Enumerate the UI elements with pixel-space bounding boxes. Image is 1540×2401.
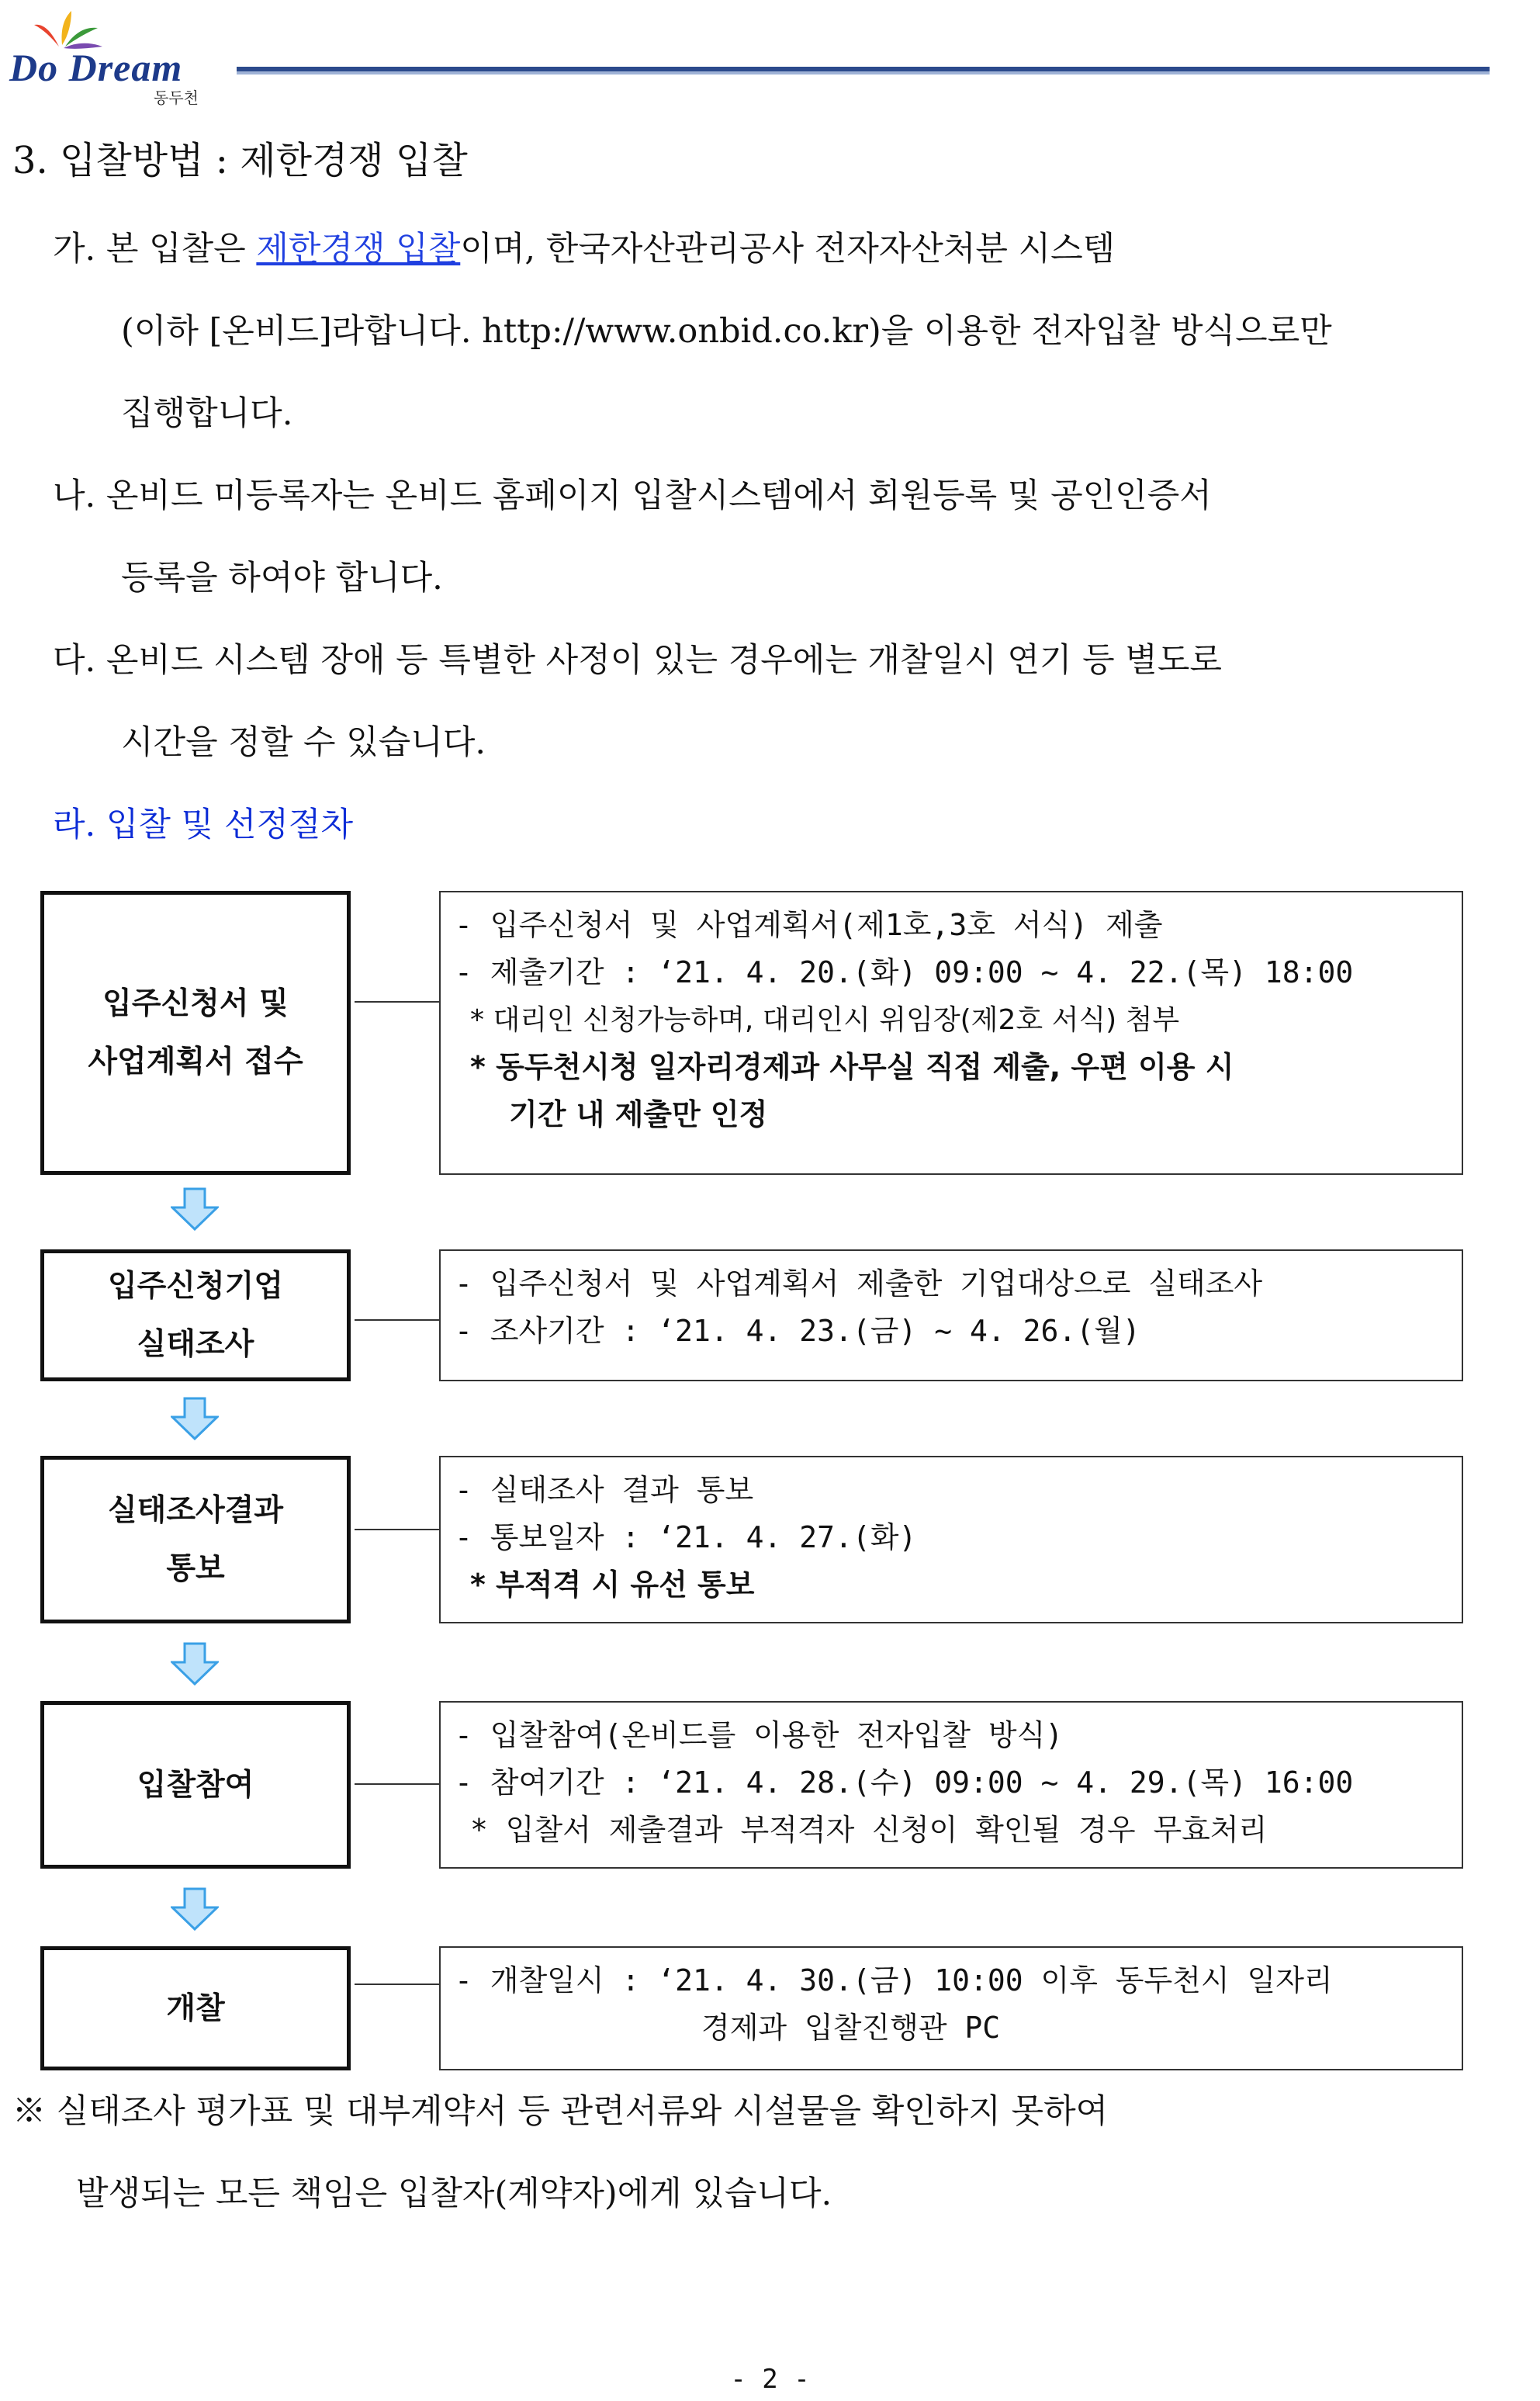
- flow-step-survey: [40, 1249, 351, 1381]
- detail-line: - 참여기간 : ‘21. 4. 28.(수) 09:00 ~ 4. 29.(목) 16:00: [455, 1765, 1354, 1800]
- logo-subtext: 동두천: [154, 88, 199, 107]
- notice-line1: ※ 실태조사 평가표 및 대부계약서 등 관련서류와 시설물을 확인하지 못하여: [12, 2092, 1109, 2131]
- detail-line: * 동두천시청 일자리경제과 사무실 직접 제출, 우편 이용 시: [470, 1050, 1234, 1084]
- detail-line: * 대리인 신청가능하며, 대리인시 위임장(제2호 서식) 첨부: [470, 1004, 1180, 1036]
- flow-connector: [355, 1984, 439, 1985]
- flow-step-label: 개찰: [166, 1990, 225, 2026]
- flow-step-bid: [40, 1701, 351, 1869]
- flow-step-label: 입찰참여: [137, 1767, 254, 1803]
- flow-detail-result-notice: [439, 1456, 1463, 1623]
- section-title: 3. 입찰방법 : 제한경쟁 입찰: [12, 139, 468, 182]
- item-da-line2: 시간을 정할 수 있습니다.: [121, 723, 486, 762]
- flow-step-label: 사업계획서 접수: [88, 1045, 303, 1079]
- flow-connector: [355, 1529, 439, 1530]
- down-arrow-icon: [171, 1642, 219, 1686]
- detail-line: - 입찰참여(온비드를 이용한 전자입찰 방식): [455, 1718, 1064, 1752]
- flow-connector: [355, 1783, 439, 1785]
- logo-wordmark: Do Dream: [9, 46, 183, 89]
- detail-line: - 입주신청서 및 사업계획서(제1호,3호 서식) 제출: [455, 908, 1163, 942]
- dodream-logo: [9, 8, 227, 107]
- detail-line: - 개찰일시 : ‘21. 4. 30.(금) 10:00 이후 동두천시 일자리: [455, 1963, 1333, 1997]
- detail-line: - 조사기간 : ‘21. 4. 23.(금) ~ 4. 26.(월): [455, 1314, 1140, 1348]
- flow-step-application: [40, 891, 351, 1175]
- flow-step-opening: [40, 1946, 351, 2070]
- flow-detail-survey: [439, 1249, 1463, 1381]
- flow-step-label: 실태조사: [137, 1327, 254, 1362]
- header-rule: [237, 67, 1490, 74]
- item-ga-line3: 집행합니다.: [121, 394, 293, 433]
- detail-line: - 실태조사 결과 통보: [455, 1473, 754, 1507]
- flow-step-label: 실태조사결과: [107, 1493, 284, 1528]
- flow-detail-opening: [439, 1946, 1463, 2070]
- item-ga-line1: [53, 208, 1115, 290]
- down-arrow-icon: [171, 1397, 219, 1440]
- item-na-line2: 등록을 하여야 합니다.: [121, 559, 443, 598]
- item-ga-line2: (이하 [온비드]라합니다. http://www.onbid.co.kr)을 이용한 전자입찰 방식으로만: [121, 312, 1332, 351]
- detail-line: 기간 내 제출만 인정: [509, 1097, 768, 1131]
- flow-detail-bid: [439, 1701, 1463, 1869]
- item-da-line1: 다. 온비드 시스템 장애 등 특별한 사정이 있는 경우에는 개찰일시 연기 등 별도로: [53, 641, 1222, 680]
- page-number: - 2 -: [730, 2364, 810, 2395]
- flow-detail-application: [439, 891, 1463, 1175]
- detail-line: 경제과 입찰진행관 PC: [701, 2011, 1001, 2045]
- detail-line: - 통보일자 : ‘21. 4. 27.(화): [455, 1520, 917, 1554]
- down-arrow-icon: [171, 1187, 219, 1231]
- flow-step-result-notice: [40, 1456, 351, 1623]
- down-arrow-icon: [171, 1887, 219, 1931]
- flow-connector: [355, 1319, 439, 1321]
- item-ga-suffix: 이며, 한국자산관리공사 전자자산처분 시스템: [460, 230, 1116, 269]
- flow-connector: [355, 1001, 439, 1003]
- detail-line: * 부적격 시 유선 통보: [470, 1568, 755, 1602]
- flow-step-label: 입주신청기업: [107, 1269, 284, 1304]
- flow-step-label: 통보: [166, 1551, 225, 1586]
- notice-line2: 발생되는 모든 책임은 입찰자(계약자)에게 있습니다.: [76, 2174, 832, 2213]
- detail-line: - 입주신청서 및 사업계획서 제출한 기업대상으로 실태조사: [455, 1266, 1263, 1301]
- item-ra-subheading: 라. 입찰 및 선정절차: [53, 806, 353, 844]
- item-na-line1: 나. 온비드 미등록자는 온비드 홈페이지 입찰시스템에서 회원등록 및 공인인증서: [53, 476, 1212, 515]
- detail-line: * 입찰서 제출결과 부적격자 신청이 확인될 경우 무효처리: [470, 1813, 1268, 1847]
- detail-line: - 제출기간 : ‘21. 4. 20.(화) 09:00 ~ 4. 22.(목) 18:00: [455, 955, 1354, 989]
- item-ga-prefix: 가. 본 입찰은: [53, 230, 257, 269]
- flow-step-label: 입주신청서 및: [102, 986, 289, 1021]
- restricted-bid-link[interactable]: 제한경쟁 입찰: [256, 230, 461, 269]
